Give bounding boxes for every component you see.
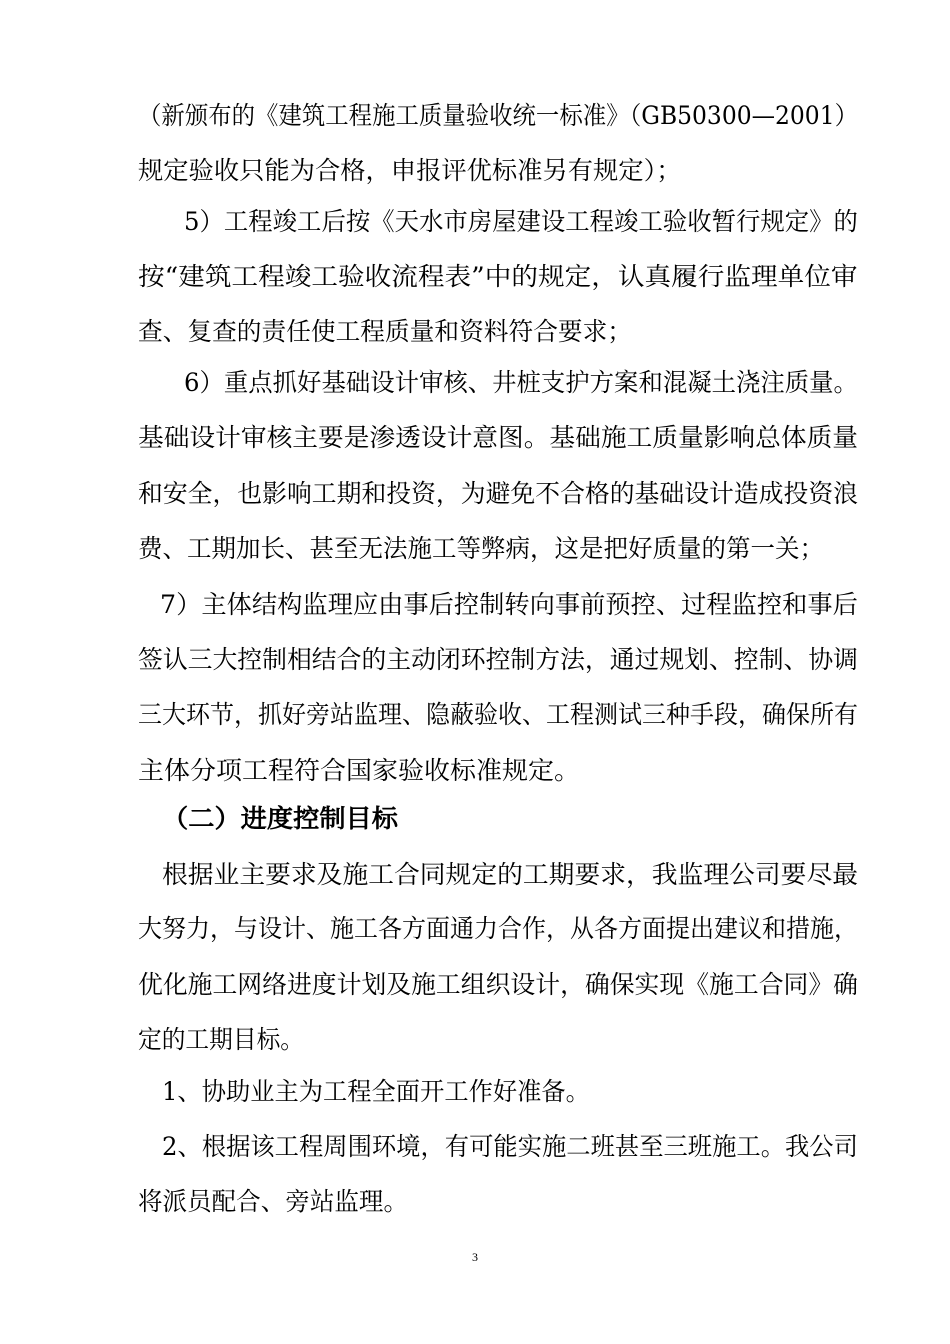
text-line: 将派员配合、旁站监理。: [138, 1187, 409, 1216]
text-line: 根据业主要求及施工合同规定的工期要求，我监理公司要尽最: [162, 860, 859, 889]
text-line: 7）主体结构监理应由事后控制转向事前预控、过程监控和事后: [160, 590, 858, 619]
text-line: 查、复查的责任使工程质量和资料符合要求；: [138, 317, 633, 346]
text-line: 2、根据该工程周围环境，有可能实施二班甚至三班施工。我公司: [162, 1132, 858, 1161]
text-line: 基础设计审核主要是渗透设计意图。基础施工质量影响总体质量: [138, 423, 859, 452]
text-line: 6）重点抓好基础设计审核、井桩支护方案和混凝土浇注质量。: [184, 368, 858, 397]
text-line: 规定验收只能为合格，申报评优标准另有规定）；: [138, 156, 682, 185]
text-line: 和安全，也影响工期和投资，为避免不合格的基础设计造成投资浪: [138, 479, 859, 508]
text-line: 三大环节，抓好旁站监理、隐蔽验收、工程测试三种手段，确保所有: [138, 700, 859, 729]
text-line: 优化施工网络进度计划及施工组织设计，确保实现《施工合同》确: [138, 970, 859, 999]
text-line: 大努力，与设计、施工各方面通力合作，从各方面提出建议和措施，: [138, 914, 859, 943]
text-line: 签认三大控制相结合的主动闭环控制方法，通过规划、控制、协调: [138, 645, 859, 674]
text-line: 1、协助业主为工程全面开工作好准备。: [162, 1077, 590, 1106]
text-line: 费、工期加长、甚至无法施工等弊病，这是把好质量的第一关；: [138, 534, 825, 563]
text-line: 主体分项工程符合国家验收标准规定。: [138, 756, 581, 785]
text-line: 定的工期目标。: [138, 1025, 305, 1054]
page-number: 3: [472, 1250, 478, 1264]
section-heading: （二）进度控制目标: [162, 804, 399, 833]
text-line: （新颁布的《建筑工程施工质量验收统一标准》（GB50300—2001）: [138, 101, 858, 130]
text-line: 按“建筑工程竣工验收流程表”中的规定，认真履行监理单位审: [138, 262, 858, 291]
text-line: 5）工程竣工后按《天水市房屋建设工程竣工验收暂行规定》的: [184, 207, 858, 236]
